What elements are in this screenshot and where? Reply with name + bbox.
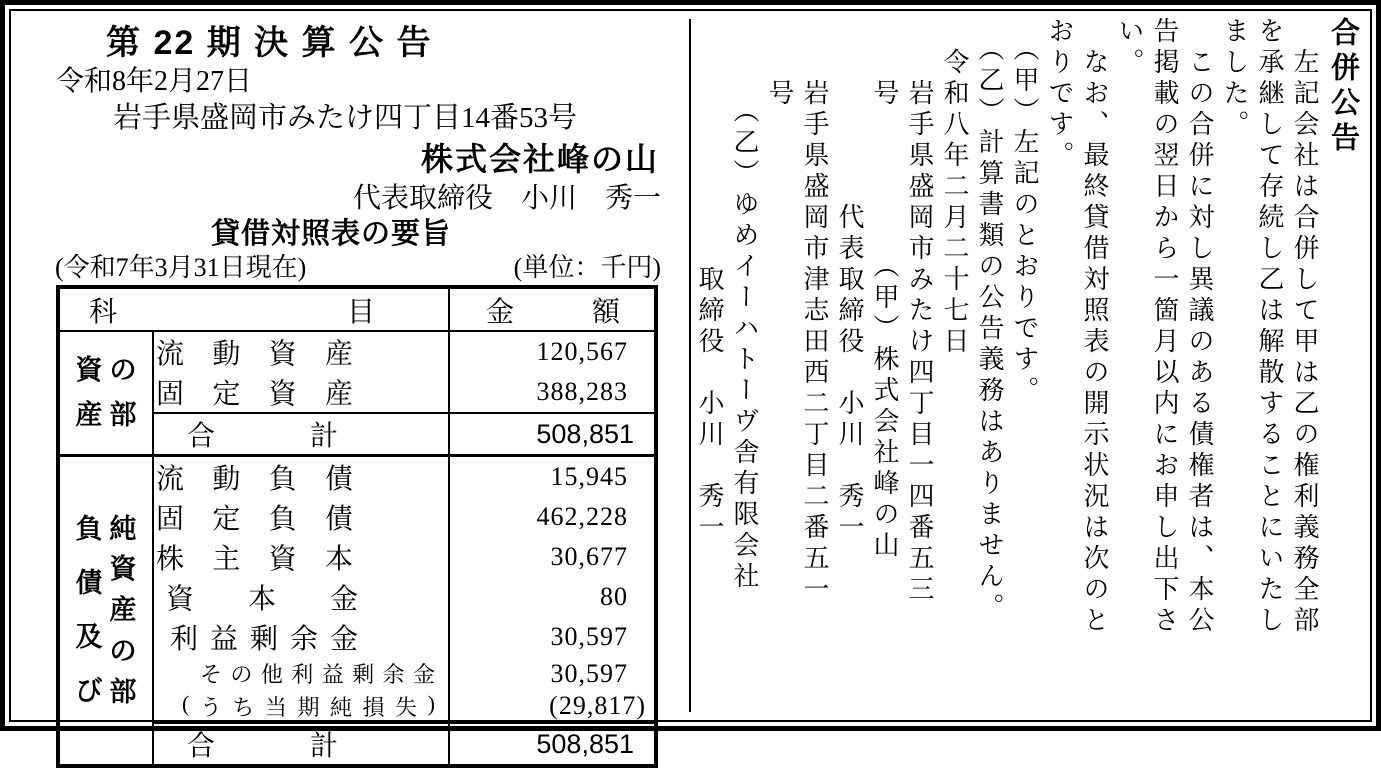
merger-text-column: おりです。 [1045, 17, 1074, 172]
assets-section-label: 資 産 の 部 [58, 331, 153, 456]
notice-inner-frame [9, 9, 1372, 761]
row-label: 利 益 剰 余 金 [170, 624, 358, 655]
total-amount: 508,851 [449, 413, 656, 456]
merger-address-column: 号 [765, 17, 794, 110]
merger-representative-column: 代表取締役 小川 秀一 [835, 17, 864, 544]
merger-text-column: （乙）計算書類の公告義務はありません。 [975, 17, 1004, 624]
balance-sheet-subtitle: 貸借対照表の要旨 [210, 218, 451, 250]
column-header-amount: 金 額 [449, 287, 656, 331]
merger-text-column: なお、最終貸借対照表の開示状況は次のと [1080, 17, 1109, 637]
row-amount: 30,597 [550, 622, 628, 651]
row-amount: (29,817) [549, 691, 646, 720]
table-header-row [58, 287, 656, 331]
company-address: 岩手県盛岡市みたけ四丁目14番53号 [113, 102, 578, 134]
merger-text-column: この合併に対し異議のある債権者は、本公 [1185, 17, 1214, 637]
total-amount: 508,851 [449, 723, 656, 766]
row-amount: 120,567 [536, 337, 628, 366]
merger-date-column: 令和八年二月二十七日 [940, 17, 969, 358]
total-label: 合 計 [187, 420, 338, 451]
notice-title: 第 22 期 決 算 公 告 [106, 24, 433, 62]
row-label: 固 定 負 債 [156, 504, 353, 535]
liabilities-section-label: 負 債 及 び 純 資 産 の 部 [58, 456, 153, 767]
table-row [58, 456, 656, 498]
pane-divider-line [689, 19, 691, 712]
row-amount: 30,597 [550, 658, 628, 688]
merger-text-column: い。 [1115, 17, 1144, 79]
table-row [58, 331, 656, 372]
row-label: 資 本 金 [166, 584, 358, 615]
row-amount: 462,228 [536, 502, 628, 531]
merger-address-column: 岩手県盛岡市津志田西二丁目二番五一 [800, 17, 829, 606]
company-name: 株式会社峰の山 [420, 141, 659, 177]
row-label: 株 主 資 本 [156, 544, 353, 575]
merger-company-column: （乙）ゆめイーハトーヴ舎有限会社 [730, 17, 759, 593]
total-label: 合 計 [187, 730, 338, 761]
row-label: 流 動 負 債 [156, 464, 353, 495]
merger-title: 合併公告 [1327, 17, 1359, 157]
financial-results-notice [11, 11, 689, 761]
balance-sheet-meta [55, 254, 661, 281]
row-label: 固 定 資 産 [156, 379, 353, 410]
notice-date: 令和8年2月27日 [56, 66, 253, 97]
unit-label: (単位：千円) [513, 253, 661, 282]
row-label: ( う ち 当 期 純 損 失 ) [182, 690, 435, 720]
merger-text-column: （甲）左記のとおりです。 [1010, 17, 1039, 407]
merger-representative-column: 取締役 小川 秀一 [695, 17, 724, 544]
row-label: そ の 他 利 益 剰 余 金 [200, 662, 435, 687]
as-of-date: (令和7年3月31日現在) [55, 253, 307, 282]
row-amount: 15,945 [449, 456, 656, 498]
merger-text-column: 左記会社は合併して甲は乙の権利義務全部 [1290, 17, 1319, 637]
row-amount: 388,283 [536, 377, 628, 406]
representative-name: 代表取締役 小川 秀一 [352, 183, 661, 214]
merger-text-column: ました。 [1220, 17, 1249, 141]
row-amount: 30,677 [550, 542, 628, 571]
merger-text-column: 告掲載の翌日から一箇月以内にお申し出下さ [1150, 17, 1179, 637]
column-header-item: 科 目 [58, 287, 449, 331]
merger-company-column: 号 （甲）株式会社峰の山 [870, 17, 899, 562]
balance-sheet-table [56, 285, 658, 768]
row-label: 流 動 資 産 [156, 339, 353, 370]
merger-notice [695, 17, 1364, 714]
merger-address-column: 岩手県盛岡市みたけ四丁目一四番五三 [905, 17, 934, 606]
row-amount: 80 [600, 582, 628, 611]
merger-text-column: を承継して存続し乙は解散することにいたし [1255, 17, 1284, 637]
